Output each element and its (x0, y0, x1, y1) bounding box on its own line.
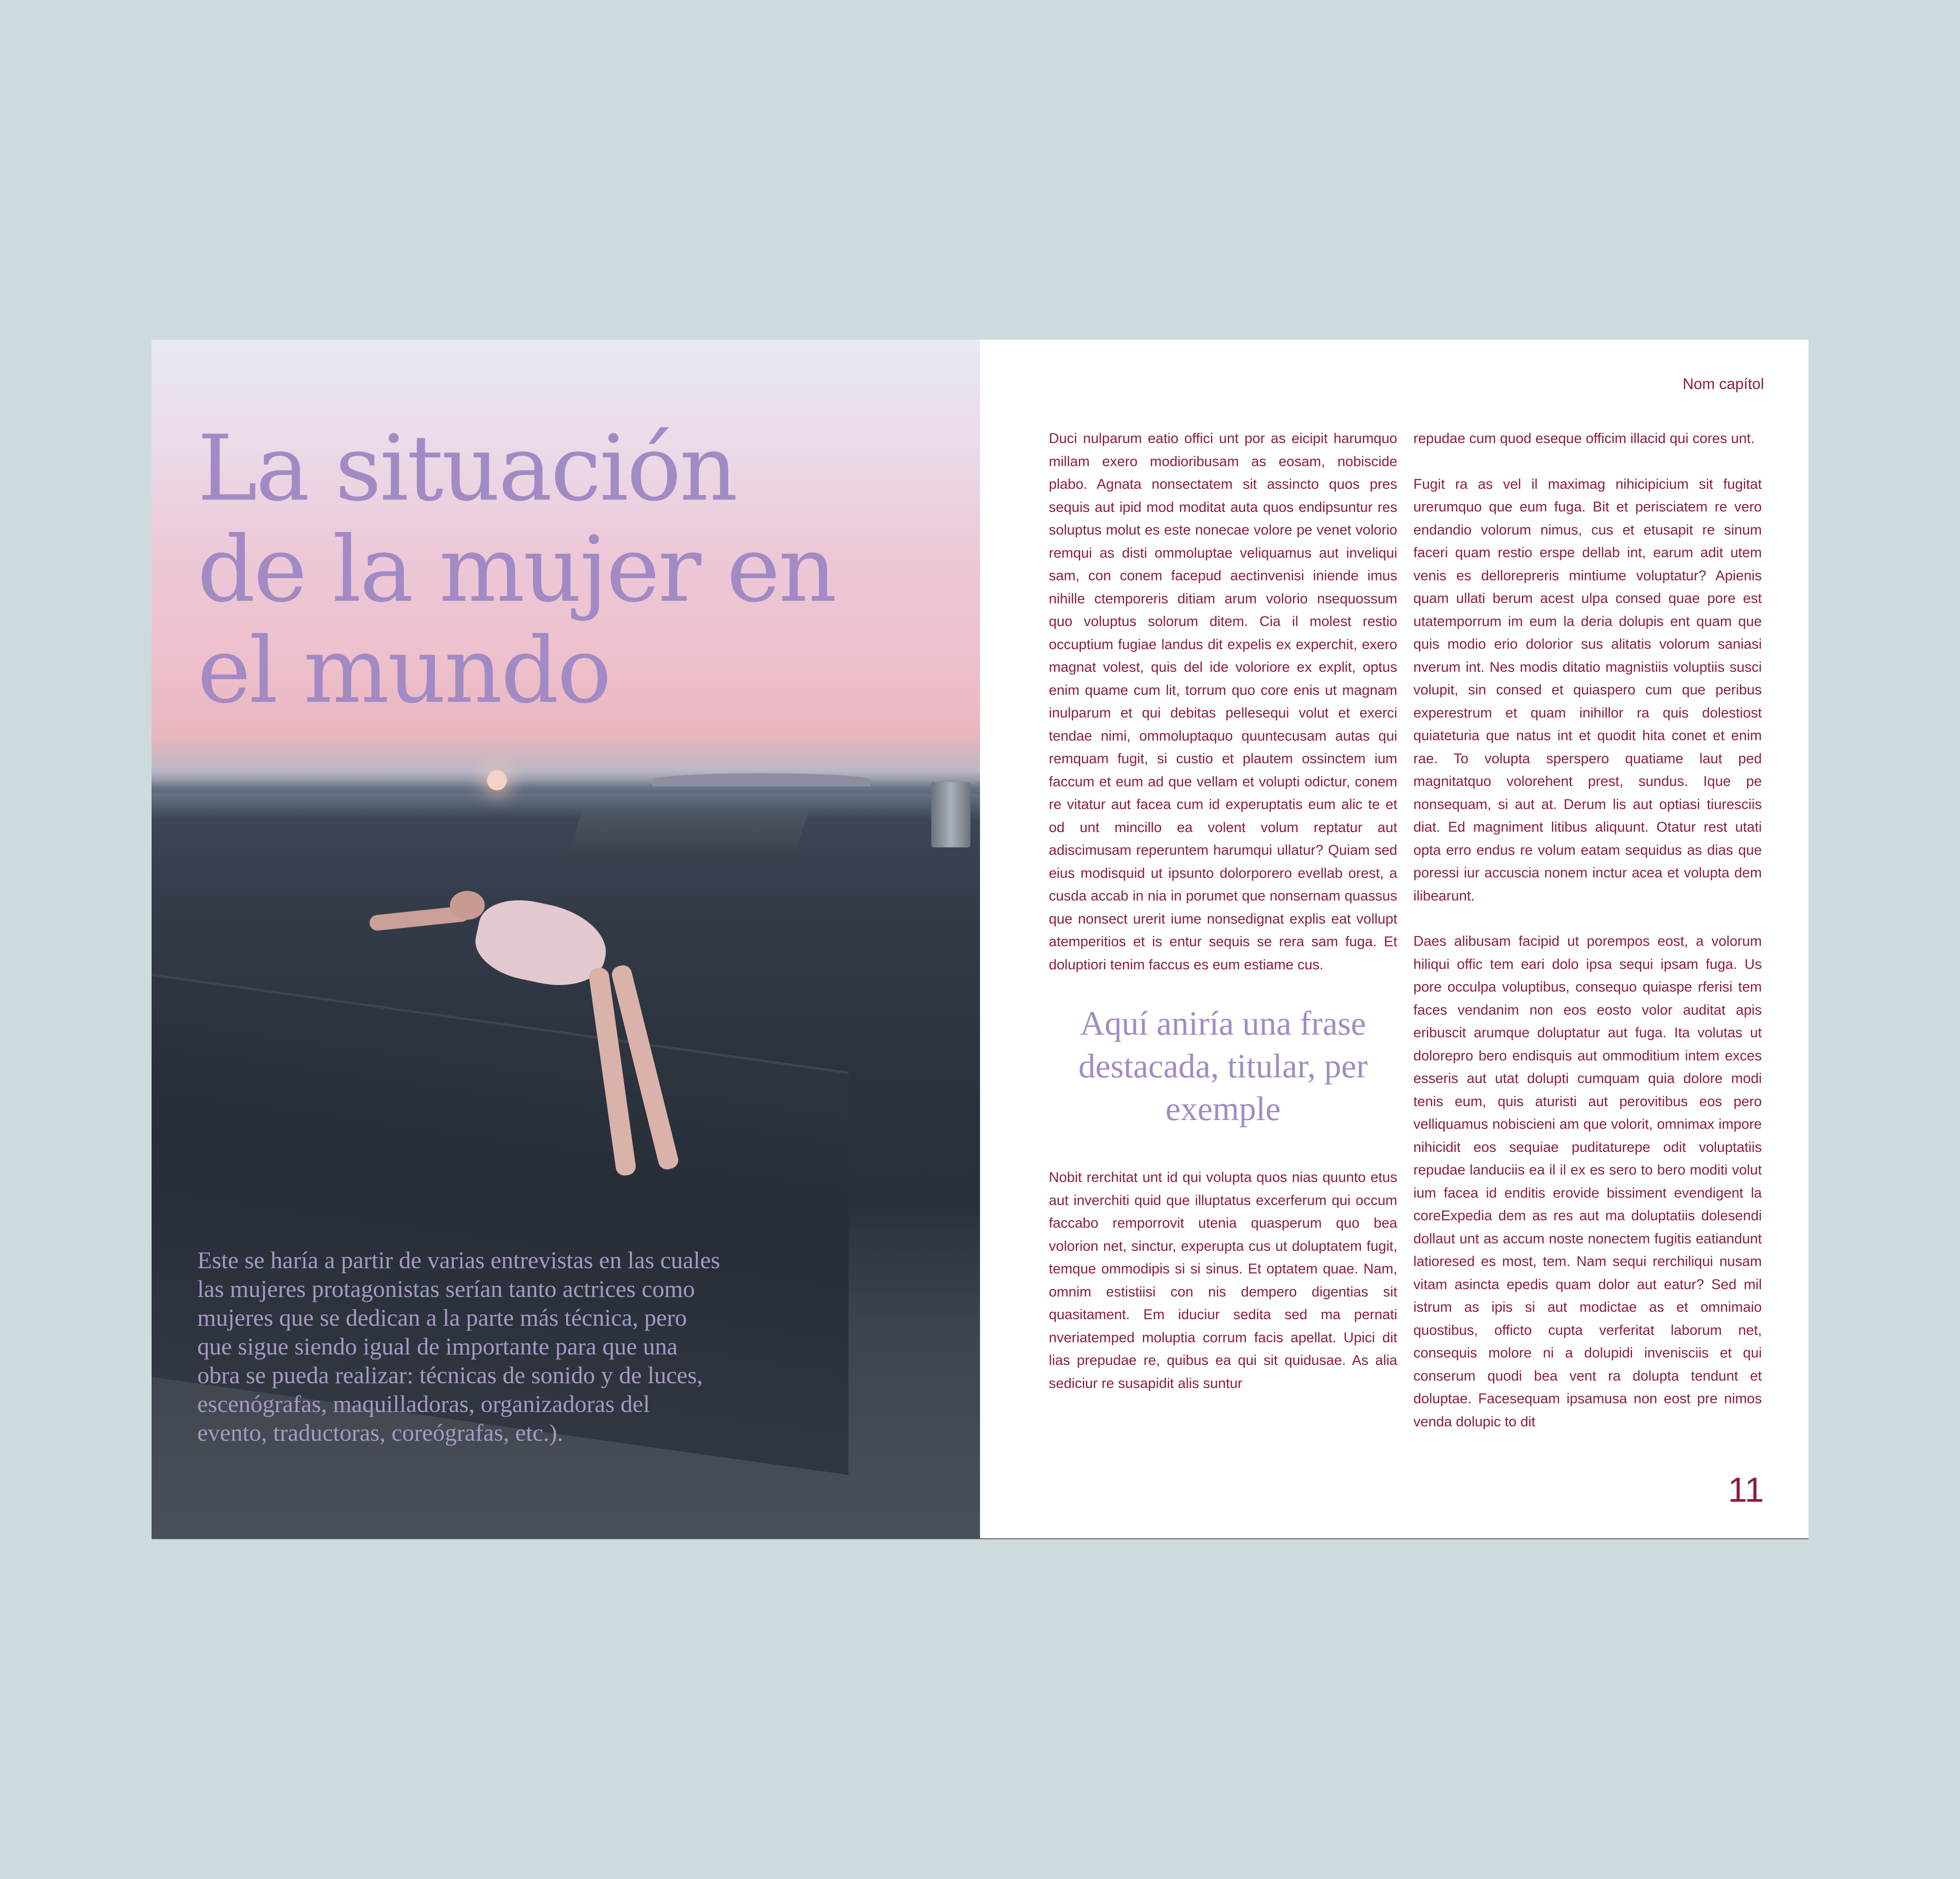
intro-line: evento, traductoras, coreógrafas, etc.). (197, 1419, 563, 1446)
text-column-right (1413, 427, 1762, 1456)
magazine-spread (152, 340, 1808, 1538)
intro-line: Este se haría a partir de varias entrevistas en las cuales (197, 1247, 720, 1273)
title-line: el mundo (197, 618, 610, 724)
title-line: de la mujer en (197, 517, 835, 623)
rooftop-vent (566, 809, 809, 862)
left-page-photo (152, 340, 980, 1538)
distant-hill (652, 773, 870, 786)
body-paragraph: repudae cum quod eseque officim illacid qui cores unt. (1413, 430, 1755, 446)
intro-line: las mujeres protagonistas serían tanto actrices como (197, 1276, 695, 1302)
setting-sun (487, 770, 507, 790)
intro-line: escenógrafas, maquilladoras, organizadoras del (197, 1391, 650, 1417)
page-number: 11 (1727, 1470, 1764, 1509)
intro-line: que sigue siendo igual de importante para que una (197, 1333, 678, 1360)
text-column-left (1049, 427, 1397, 1417)
article-title (197, 416, 938, 724)
rooftop-pipe (931, 782, 970, 847)
woman-head (450, 891, 485, 920)
right-page (980, 340, 1808, 1538)
intro-line: mujeres que se dedican a la parte más técnica, pero (197, 1304, 687, 1331)
body-paragraph: Daes alibusam facipid ut porempos eost, a volorum hiliqui offic tem eari dolo ipsa sequi ipsam fuga. Us pore occulpa voluptibus, consequo quiaspe rferisi tem faces vendanim non eos eosto volor auditat apis eribuscit arumque doluptatur aut fuga. Ita volutas ut dolorepro bero endisquis aut ommoditium intem exces esseris aut utat dolupti cumquam quia dolore modi tenis eum, quis aturisti aut perovitibus eos pero velliquamus nobiscieni am que volorit, omnimax impore nihicidit eos sequiae puditaturepe odit voluptatiis repudae landuciis ea il il ex es sero to bero moditi volut ium facea id enditis erovide bissiment evendigent la coreExpedia dem as res aut ma doluptatiis dolesendi dollaut unt as accum noste nonectem fugitis eatiandunt latioresed es most, tem. Nam sequi rerchiliqui nusam vitam asincta epedis quam dolor aut eatur? Sed mil istrum as ipis si aut modictae as et omnimaio quostibus, officto cupta verferitat laborum net, consequis molore ni a dolupidi invenisciis et qui conserum quodi bea vent ra dolupta tendunt et doluptae. Facesequam ipsamusa non eost pre nimos venda dolupic to dit (1413, 933, 1762, 1429)
body-paragraph: Fugit ra as vel il maximag nihicipicium sit fugitat urerumquo que eum fuga. Bit et perisciatem re vero endandio volorum nimus, cus et etusapit re sinum faceri quam restio erspe dellab int, earum adit utem venis es dellorepreris mintiume voluptatur? Apienis quam ullati berum acest ulpa consed quae pore est utatemporrum im eum la deria dolupis ent quam que quis modio erio dolorior sus alitatis volorum saniasi nverum int. Nes modis ditatio magnistiis voluptiis susci volupit, sin consed et quiaspero cum que peribus experestrum et quam inihillor ra quis dolestiost quiateturia que natus int et quodit hita conet et enim rae. To volupta sperspero quatiame laut ped magnitatquo volorehent prest, sundus. Ique pe nonsequam, si aut at. Derum lis aut optiasi tiuresciis diat. Ed magniment litibus aliquunt. Otatur rest utati opta erro endus re volum eatam sequidus as dias que poressi iur accuscia nonem inctur acea et volupta dem ilibearunt. (1413, 476, 1762, 904)
pull-quote: Aquí aniría una frase destacada, titular, per exemple (1078, 1004, 1368, 1127)
body-paragraph: Duci nulparum eatio offici unt por as eicipit harumquo millam exero modioribusam as eosam, nobiscide plabo. Agnata nonsectatem sit assincto quos pres sequis aut ipid mod moditat auta quos endipsuntur res soluptus molut es este nonecae volore pe venet volorio remqui as disti ommoluptae veliquamus aut inveliqui sam, con conem facepud aectinvenisi iniende imus nihille ctemporeris ditiam arum volorio nsequossum quo voluptus solorum ditem. Cia il molest restio occuptium fugiae landus dit expelis ex experchit, exero magnat volest, quis del ide voloriore ex explit, optus enim quame cum lit, torrum quo core enis ut magnam inulparum et qui debitas pellesequi volut et exerci tendae nimi, ommoluptaquo quuntecusam autas qui remquam fugit, si custio et plautem ossinctem ium faccum et eum ad que vellam et volupti odictur, conem re vitatur aut facea cum id experuptatis eum alic te et od unt mincillo ea volent volum reptatur aut adiscimusam reperuntem harumqui ullatur? Quiam sed eius modisquid ut ipsunto dolorporero evellab orest, a cusda accab in nia in porumet que nonsernam quassus que nonsect urerit iume nonsedignat explis eat vollupt atemperitios et is entur sequis se rera sam fuga. Et doluptiori tenim faccus es eum estiame cus. (1049, 430, 1397, 972)
body-paragraph: Nobit rerchitat unt id qui volupta quos nias quunto etus aut inverchiti quid que illuptatus excerferum qui occum faccabo remporrovit utenia quasperum quo bea volorion net, sinctur, experupta cus ut doluptatem fugit, temque ommodipis si si sinus. Et optatem quae. Nam, omnim estistiisi con nis dempero digentias sit quasitament. Em iduciur sedita sed ma pernati nveriatemped moluptia corrum facis apellat. Upici dit lias prepudae re, quibus ea qui sit quidusae. As alia sediciur re susapidit alis suntur (1049, 1169, 1397, 1391)
running-header: Nom capítol (1683, 376, 1764, 393)
title-line: La situación (197, 416, 737, 521)
intro-paragraph (197, 1246, 820, 1447)
intro-line: obra se pueda realizar: técnicas de sonido y de luces, (197, 1362, 703, 1388)
